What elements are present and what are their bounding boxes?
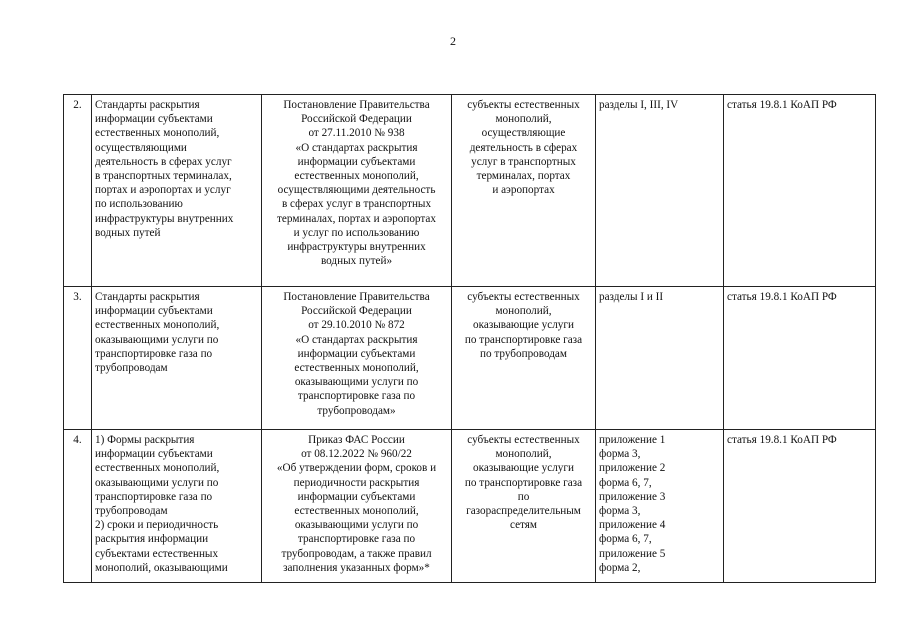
cell-standard-line: портах и аэропортах и услуг (95, 184, 231, 197)
cell-standard-line: по использованию (95, 198, 183, 211)
cell-subjects (452, 95, 596, 287)
cell-sections-line: форма 2, (599, 561, 641, 574)
cell-standard-line: водных путей (95, 226, 161, 239)
cell-legal-act-line: Российской Федерации (301, 305, 412, 318)
cell-number: 4. (64, 430, 92, 583)
cell-legal-act-line: естественных монополий, (294, 170, 419, 183)
table-row (64, 95, 876, 287)
cell-standard-line: 1) Формы раскрытия (95, 434, 195, 446)
cell-standard-line: информации субъектами (95, 448, 213, 461)
cell-sections (596, 287, 724, 430)
page-number: 2 (450, 34, 456, 48)
cell-legal-act-line: от 27.11.2010 № 938 (308, 127, 405, 140)
cell-standard-line: 2) сроки и периодичность (95, 519, 219, 532)
cell-sections-line: приложение 4 (599, 519, 666, 532)
cell-subjects-line: деятельность в сферах (469, 141, 578, 154)
cell-standard-line: монополий, оказывающими (95, 561, 228, 574)
cell-sections-line: разделы I, III, IV (599, 99, 679, 111)
cell-legal-act (262, 430, 452, 583)
cell-legal-act-line: от 29.10.2010 № 872 (308, 319, 405, 332)
cell-article (724, 95, 876, 287)
cell-legal-act-line: информации субъектами (297, 490, 416, 503)
cell-legal-act-line: «Об утверждении форм, сроков и (276, 462, 437, 475)
cell-legal-act-line: и услуг по использованию (293, 226, 420, 239)
cell-subjects-line: осуществляющие (481, 127, 566, 140)
cell-standard-line: трубопроводам (95, 362, 168, 375)
cell-subjects-line: и аэропортах (492, 184, 555, 197)
cell-legal-act-line: оказывающими услуги по (294, 376, 419, 389)
cell-standard-line: деятельность в сферах услуг (95, 155, 232, 168)
cell-article (724, 287, 876, 430)
cell-legal-act-line: естественных монополий, (294, 362, 419, 375)
table-row (64, 430, 876, 583)
cell-subjects-line: по транспортировке газа (464, 333, 583, 346)
cell-standard-line: трубопроводам (95, 505, 168, 518)
cell-legal-act-line: трубопроводам, а также правил (281, 547, 432, 560)
cell-standard-line: информации субъектами (95, 305, 213, 318)
cell-subjects (452, 287, 596, 430)
cell-standard-line: субъектами естественных (95, 547, 219, 560)
cell-subjects-line: оказывающие услуги (473, 462, 574, 475)
cell-article (724, 430, 876, 583)
cell-standard-line: Стандарты раскрытия (95, 99, 200, 111)
table-row (64, 287, 876, 430)
cell-subjects-line: услуг в транспортных (471, 155, 576, 168)
cell-sections-line: форма 3, (599, 505, 641, 518)
cell-legal-act-line: «О стандартах раскрытия (295, 333, 418, 346)
cell-subjects-line: по транспортировке газа (464, 476, 583, 489)
cell-legal-act-line: заполнения указанных форм»* (283, 561, 430, 574)
cell-article-line: статья 19.8.1 КоАП РФ (727, 434, 837, 446)
cell-article-line: статья 19.8.1 КоАП РФ (727, 99, 837, 111)
cell-legal-act (262, 287, 452, 430)
cell-subjects-line: оказывающие услуги (473, 319, 574, 332)
cell-legal-act-line: от 08.12.2022 № 960/22 (301, 448, 412, 461)
cell-subjects-line: субъекты естественных (467, 291, 580, 303)
cell-legal-act (262, 95, 452, 287)
cell-standard-line: Стандарты раскрытия (95, 291, 200, 303)
cell-standard-line: естественных монополий, (95, 319, 220, 332)
cell-legal-act-line: в сферах услуг в транспортных (281, 198, 432, 211)
cell-sections-line: форма 6, 7, (599, 533, 652, 546)
cell-number: 3. (64, 287, 92, 430)
cell-number: 2. (64, 95, 92, 287)
cell-legal-act-line: «О стандартах раскрытия (295, 141, 418, 154)
cell-legal-act-line: оказывающими услуги по (294, 519, 419, 532)
cell-standard (92, 430, 262, 583)
cell-legal-act-line: Постановление Правительства (283, 99, 430, 111)
cell-subjects-line: субъекты естественных (467, 99, 580, 111)
cell-subjects-line: монополий, (495, 113, 552, 126)
cell-standard-line: раскрытия информации (95, 533, 209, 546)
cell-standard-line: естественных монополий, (95, 462, 220, 475)
cell-legal-act-line: терминалах, портах и аэропортах (277, 212, 436, 225)
cell-subjects-line: по (517, 490, 530, 503)
cell-standard-line: инфраструктуры внутренних (95, 212, 234, 225)
cell-standard-line: оказывающими услуги по (95, 476, 219, 489)
regulations-table (63, 94, 876, 583)
cell-standard-line: осуществляющими (95, 141, 187, 154)
cell-legal-act-line: водных путей» (320, 255, 393, 268)
cell-legal-act-line: транспортировке газа по (297, 533, 416, 546)
cell-legal-act-line: естественных монополий, (294, 505, 419, 518)
cell-legal-act-line: периодичности раскрытия (293, 476, 420, 489)
cell-subjects-line: монополий, (495, 305, 552, 318)
cell-subjects (452, 430, 596, 583)
cell-standard-line: естественных монополий, (95, 127, 220, 140)
cell-legal-act-line: транспортировке газа по (297, 390, 416, 403)
cell-legal-act-line: инфраструктуры внутренних (287, 241, 426, 254)
cell-sections-line: приложение 5 (599, 547, 666, 560)
cell-legal-act-line: Российской Федерации (301, 113, 412, 126)
cell-legal-act-line: информации субъектами (297, 155, 416, 168)
cell-sections-line: приложение 2 (599, 462, 666, 475)
cell-sections-line: приложение 3 (599, 490, 666, 503)
cell-subjects-line: газораспределительным (466, 505, 581, 518)
cell-subjects-line: по трубопроводам (480, 347, 567, 360)
cell-sections-line: форма 6, 7, (599, 476, 652, 489)
cell-standard (92, 95, 262, 287)
cell-sections-line: форма 3, (599, 448, 641, 461)
cell-standard (92, 287, 262, 430)
cell-subjects-line: монополий, (495, 448, 552, 461)
cell-sections (596, 430, 724, 583)
cell-legal-act-line: трубопроводам» (317, 404, 396, 417)
cell-article-line: статья 19.8.1 КоАП РФ (727, 291, 837, 303)
cell-standard-line: транспортировке газа по (95, 347, 213, 360)
cell-legal-act-line: информации субъектами (297, 347, 416, 360)
cell-sections-line: разделы I и II (599, 291, 664, 303)
cell-legal-act-line: Постановление Правительства (283, 291, 430, 303)
cell-sections-line: приложение 1 (599, 434, 666, 446)
cell-standard-line: информации субъектами (95, 113, 213, 126)
cell-subjects-line: терминалах, портах (476, 170, 571, 183)
cell-legal-act-line: осуществляющими деятельность (277, 184, 436, 197)
cell-legal-act-line: Приказ ФАС России (308, 434, 405, 446)
cell-standard-line: оказывающими услуги по (95, 333, 219, 346)
cell-subjects-line: субъекты естественных (467, 434, 580, 446)
cell-sections (596, 95, 724, 287)
cell-standard-line: транспортировке газа по (95, 490, 213, 503)
cell-standard-line: в транспортных терминалах, (95, 170, 232, 183)
cell-subjects-line: сетям (509, 519, 538, 532)
